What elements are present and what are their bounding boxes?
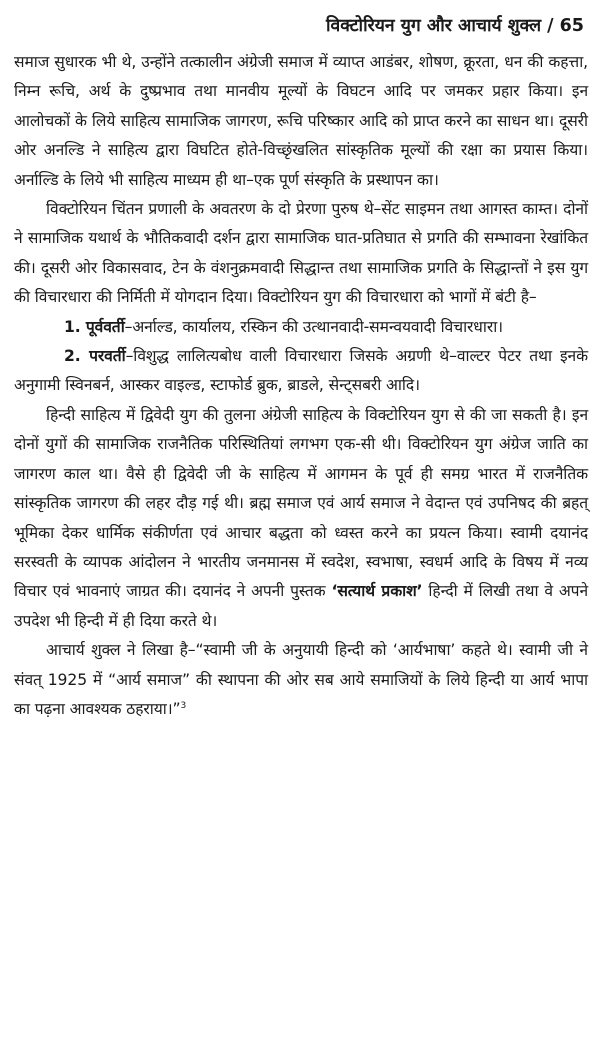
list-item-1-text: –अर्नाल्ड, कार्यालय, रस्किन की उत्थानवादी-समन्वयवादी विचारधारा। (124, 317, 503, 336)
list-item-2-label: 2. परवर्ती (64, 347, 126, 366)
list-item-1 (14, 313, 588, 342)
running-header: विक्टोरियन युग और आचार्य शुक्ल / 65 (325, 16, 584, 36)
paragraph-3-part-1: हिन्दी साहित्य में द्विवेदी युग की तुलना अंग्रेजी साहित्य के विक्टोरियन युग से की जा सकती है। इन दोनों युगों की सामाजिक राजनैतिक परिस्थितियां लगभग एक-सी थी। विक्टोरियन युग अंग्रेज जाति का जागरण काल था। वैसे ही द्विवेदी जी के साहित्य में आगमन के पूर्व ही समग्र भारत में राजनैतिक सांस्कृतिक जागरण की लहर दौड़ गई थी। ब्रह्म समाज एवं आर्य समाज ने वेदान्त एवं उपनिषद की ब्रहत् भूमिका देकर धार्मिक संकीर्णता एवं आचार बद्धता को ध्वस्त करने का प्रयत्न किया। स्वामी दयानंद सरस्वती के व्यापक आंदोलन ने भारतीय जनमानस में स्वदेश, स्वभाषा, स्वधर्म आदि के विषय में नव्य विचार एवं भावनाएं जाग्रत की। दयानंद ने अपनी पुस्तक (14, 405, 588, 601)
paragraph-1: समाज सुधारक भी थे, उन्होंने तत्कालीन अंग्रेजी समाज में व्याप्त आडंबर, शोषण, क्रूरता, धन की कहत्ता, निम्न रूचि, अर्थ के दुष्प्रभाव तथा मानवीय मूल्यों के विघटन आदि पर जमकर प्रहार किया। इन आलोचकों के लिये साहित्य सामाजिक जागरण, रूचि परिष्कार आदि को प्राप्त करने का साधन था। दूसरी ओर अनल्डि ने साहित्य द्वारा विघटित होते-विच्छृंखलित सांस्कृतिक मूल्यों की रक्षा का प्रयास किया। अर्नाल्डि के लिये भी साहित्य माध्यम ही था–एक पूर्ण संस्कृति के प्रस्थापन का। (14, 53, 588, 189)
paragraph-3 (14, 401, 588, 636)
footnote-marker: 3 (180, 700, 187, 711)
list-item-1-label: 1. पूर्ववर्ती (64, 317, 125, 336)
body-text (14, 48, 588, 724)
paragraph-3-part-2: हिन्दी में लिखी तथा वे अपने उपदेश भी हिन्दी में ही दिया करते थे। (14, 582, 588, 630)
book-title: ‘सत्यार्थ प्रकाश’ (331, 582, 423, 601)
list-item-2 (14, 342, 588, 401)
quotation: आचार्य शुक्ल ने लिखा है–“स्वामी जी के अनुयायी हिन्दी को ‘आर्यभाषा’ कहते थे। स्वामी जी ने संवत् 1925 में “आर्य समाज” की स्थापना की ओर सब आये समाजियों के लिये हिन्दी या आर्य भापा का पढ़ना आवश्यक ठहराया।” (14, 641, 588, 718)
paragraph-4 (14, 636, 588, 724)
paragraph-2: विक्टोरियन चिंतन प्रणाली के अवतरण के दो प्रेरणा पुरुष थे–सेंट साइमन तथा आगस्त काम्त। दोनों ने सामाजिक यथार्थ के भौतिकवादी दर्शन द्वारा सामाजिक घात-प्रतिघात से प्रगति की सम्भावना रेखांकित की। दूसरी ओर विकासवाद, टेन के वंशनुक्रमवादी सिद्धान्त तथा सामाजिक प्रगति के सिद्धान्तों ने इस युग की विचारधारा की निर्मिती में योगदान दिया। विक्टोरियन युग की विचारधारा को भागों में बंटी है– (14, 200, 588, 307)
list-item-2-text: –विशुद्ध लालित्यबोध वाली विचारधारा जिसके अग्रणी थे–वाल्टर पेटर तथा इनके अनुगामी स्विनबर्न, आस्कर वाइल्ड, स्टाफोर्ड ब्रुक, ब्राडले, सेन्ट्सबरी आदि। (14, 347, 588, 395)
